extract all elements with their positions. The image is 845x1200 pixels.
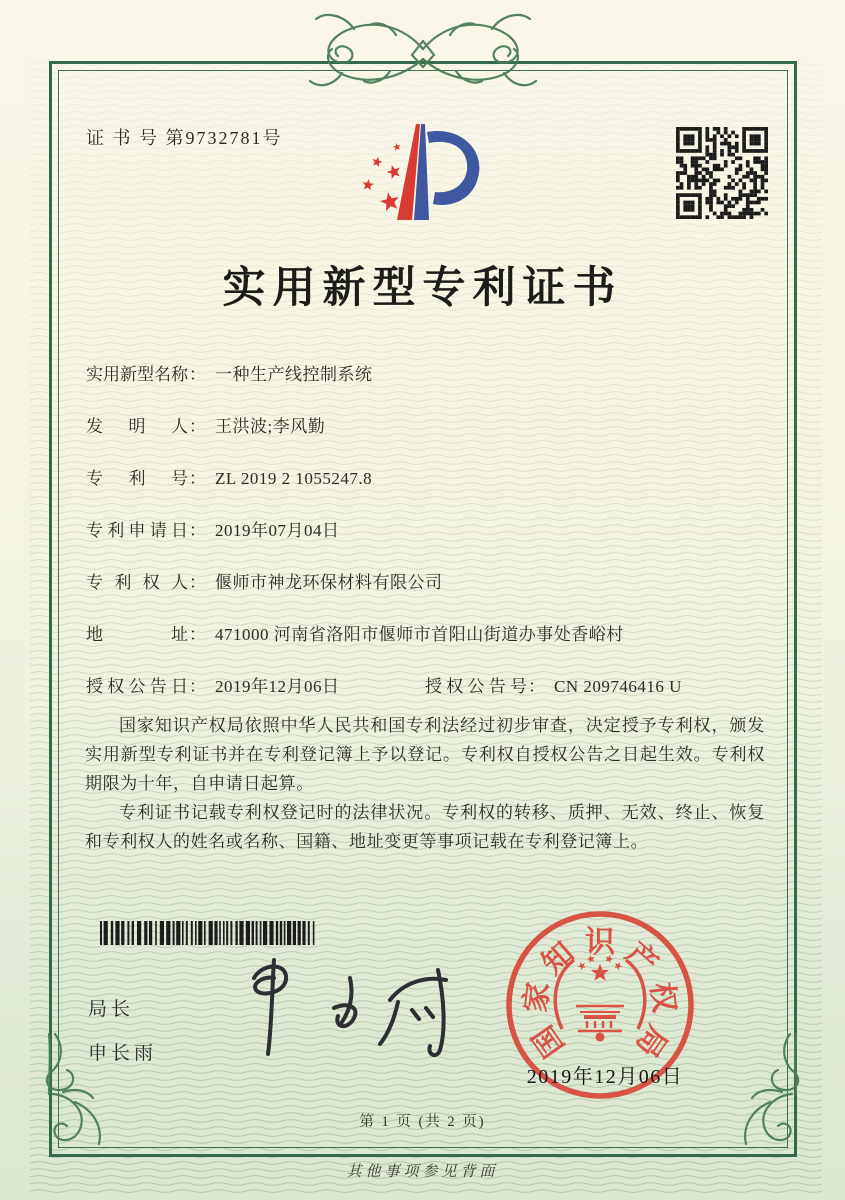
seal-ring-char: 家 — [519, 980, 557, 1015]
seal-date: 2019年12月06日 — [526, 1066, 684, 1088]
handwritten-signature — [222, 948, 482, 1063]
field-value: 一种生产线控制系统 — [215, 365, 373, 384]
seal-ring-char: 局 — [629, 1019, 674, 1063]
back-side-note: 其他事项参见背面 — [346, 1164, 499, 1180]
field-colon: ： — [189, 521, 206, 540]
field-label: 地址 — [86, 625, 188, 644]
seal-ring-char: 权 — [643, 980, 681, 1015]
field-value: 2019年07月04日 — [215, 521, 340, 540]
page-number: 第 1 页 (共 2 页) — [359, 1114, 486, 1130]
legal-paragraph-2: 专利证书记载专利权登记时的法律状况。专利权的转移、质押、无效、终止、恢复和专利权人的姓名或名称、国籍、地址变更等事项记载在专利登记簿上。 — [85, 803, 765, 851]
field-value: 2019年12月06日 — [215, 677, 340, 696]
seal-ring-char: 产 — [619, 936, 664, 981]
field-label: 授权公告日 — [86, 677, 188, 696]
field-value: 471000 河南省洛阳市偃师市首阳山街道办事处香峪村 — [215, 625, 624, 644]
field-colon: ： — [528, 677, 545, 696]
field-colon: ： — [189, 625, 206, 644]
field-label: 专利申请日 — [86, 521, 188, 540]
commissioner-name: 申长雨 — [88, 1043, 158, 1064]
barcode — [100, 921, 318, 945]
qr-code — [676, 127, 768, 219]
field-row-filing-date — [86, 516, 786, 542]
field-value: 王洪波;李风勤 — [215, 417, 326, 436]
field-label: 实用新型名称 — [86, 365, 188, 384]
field-row-address — [86, 620, 786, 646]
seal-ring-char: 国 — [526, 1019, 571, 1063]
field-colon: ： — [189, 677, 206, 696]
field-colon: ： — [189, 469, 206, 488]
seal-ring-char: 知 — [536, 936, 581, 981]
field-row-patentee — [86, 568, 786, 594]
field-colon: ： — [189, 573, 206, 592]
field-label: 专利权人 — [86, 573, 188, 592]
grant-date-pair — [86, 677, 340, 696]
field-label: 专利号 — [86, 469, 188, 488]
logo-stars — [363, 143, 401, 211]
field-row-utility-model-name — [86, 360, 786, 386]
seal-ring-char: 识 — [585, 926, 615, 959]
certificate-number-line — [86, 124, 283, 150]
field-row-grant — [86, 672, 786, 698]
field-value: ZL 2019 2 1055247.8 — [215, 469, 373, 488]
field-label: 授权公告号 — [425, 677, 527, 696]
field-colon: ： — [189, 417, 206, 436]
field-row-patent-number — [86, 464, 786, 490]
certificate-title: 实用新型专利证书 — [222, 265, 623, 312]
legal-paragraph-1: 国家知识产权局依照中华人民共和国专利法经过初步审查，决定授予专利权，颁发实用新型专利证书并在专利登记簿上予以登记。专利权自授权公告之日起生效。专利权期限为十年，自申请日起算。 — [85, 716, 765, 793]
field-value: 偃师市神龙环保材料有限公司 — [215, 573, 443, 592]
legal-paragraphs — [85, 711, 765, 856]
field-row-inventors — [86, 412, 786, 438]
certificate-number-value: 第9732781号 — [165, 128, 283, 148]
field-colon: ： — [189, 365, 206, 384]
field-label: 发明人 — [86, 417, 188, 436]
commissioner-label: 局长 — [88, 999, 135, 1020]
field-value: CN 209746416 U — [554, 677, 682, 696]
grant-number-pair — [425, 672, 682, 697]
certificate-number-label: 证 书 号 — [86, 128, 159, 148]
cnipa-patent-logo-icon — [355, 118, 485, 226]
